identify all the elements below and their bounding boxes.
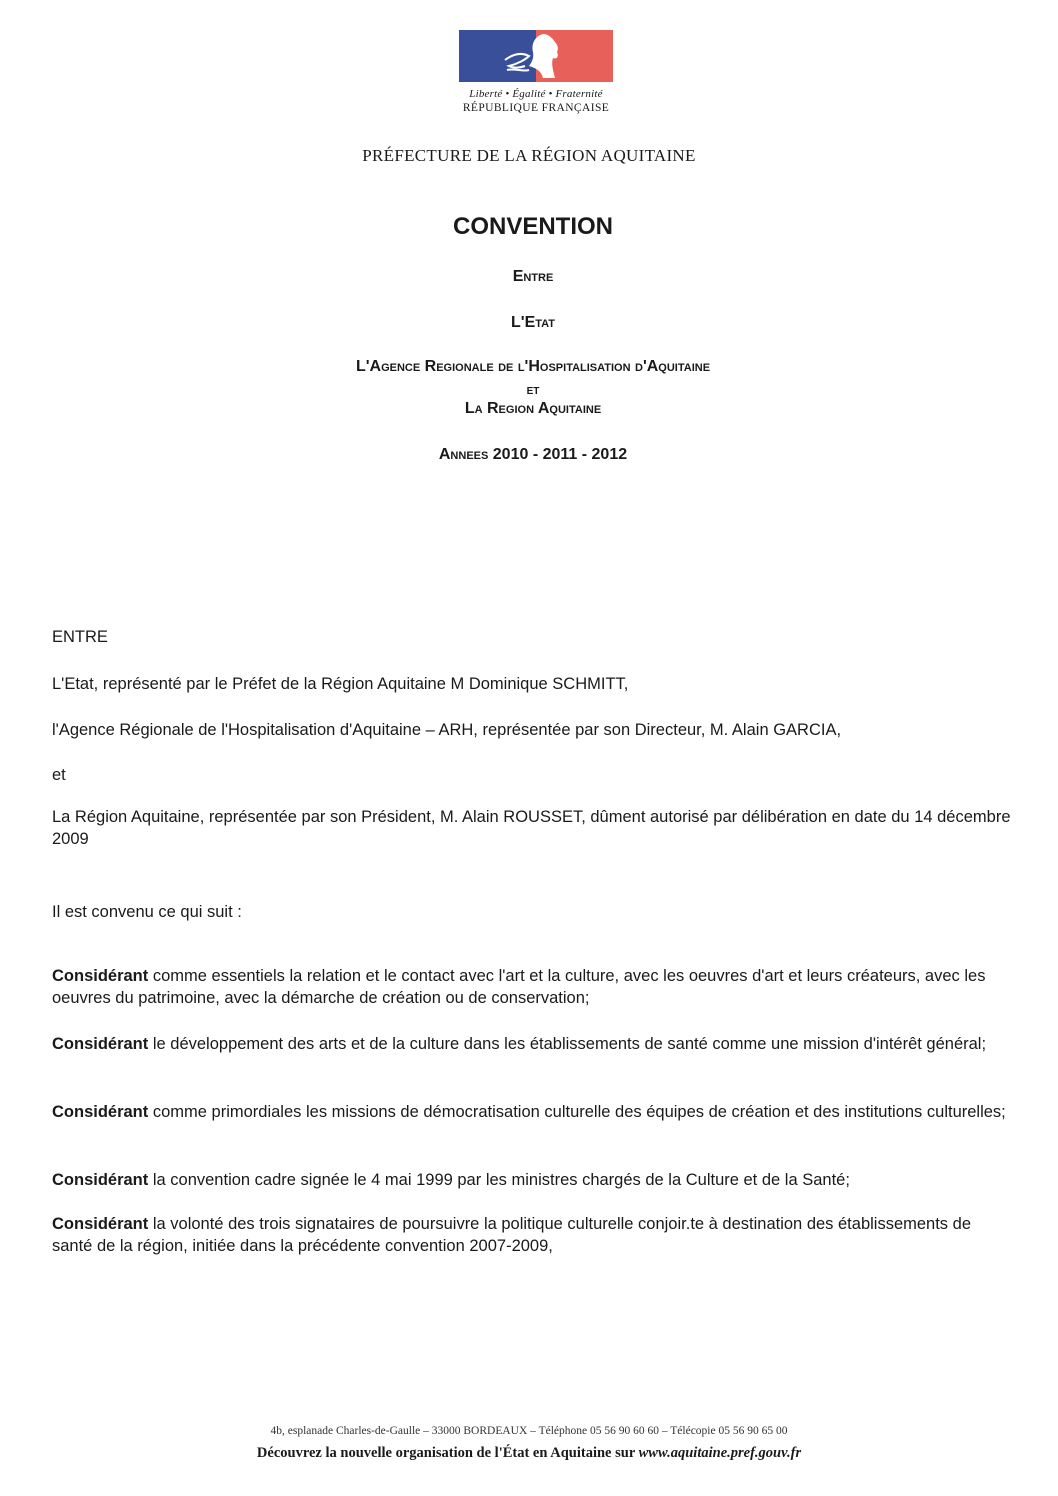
title-et: et [526,381,540,397]
title-between: Entre [512,268,554,285]
footer-address: 4b, esplanade Charles-de-Gaulle – 33000 BORDEAUX – Téléphone 05 56 90 60 60 – Télécopie 05 56 90 65 00 [270,1425,788,1437]
title-region: La Region Aquitaine [464,400,602,417]
considerant-paragraph [52,965,1012,1009]
considerant-text: comme essentiels la relation et le contact avec l'art et la culture, avec les oeuvres d'art et leurs créateurs, avec les oeuvres du patrimoine, avec la démarche de création ou de conservation; [52,967,986,1007]
party-region: La Région Aquitaine, représentée par son Président, M. Alain ROUSSET, dûment autorisé par délibération en date du 14 décembre 2009 [52,808,1011,848]
considerant-paragraph [52,1213,1012,1257]
title-years: Annees 2010 - 2011 - 2012 [438,446,628,463]
considerant-label: Considérant [52,1103,149,1121]
title-agence: L'Agence Regionale de l'Hospitalisation d'Aquitaine [355,358,711,375]
entre-label: ENTRE [52,628,108,646]
considerant-paragraph [52,1101,1012,1123]
party-etat: L'Etat, représenté par le Préfet de la Région Aquitaine M Dominique SCHMITT, [52,675,629,693]
party-et: et [52,766,66,784]
document-title: CONVENTION [452,213,613,240]
footer-discover [0,1445,1058,1462]
republic-name: RÉPUBLIQUE FRANÇAISE [462,102,610,114]
party-arh: l'Agence Régionale de l'Hospitalisation d'Aquitaine – ARH, représentée par son Directeur, M. Alain GARCIA, [52,721,842,739]
considerant-text: le développement des arts et de la culture dans les établissements de santé comme une mission d'intérêt général; [148,1035,987,1053]
republic-motto: Liberté • Égalité • Fraternité [469,88,603,100]
considerant-text: la volonté des trois signataires de poursuivre la politique culturelle conjoir.te à destination des établissements de santé de la région, initiée dans la précédente convention 2007-2009, [52,1215,971,1255]
prefecture-heading: PRÉFECTURE DE LA RÉGION AQUITAINE [362,146,696,165]
footer-discover-text: Découvrez la nouvelle organisation de l'État en Aquitaine sur [256,1445,639,1461]
footer-url-link[interactable]: www.aquitaine.pref.gouv.fr [638,1445,802,1461]
considerant-label: Considérant [52,1171,149,1189]
republique-logo [456,30,616,114]
convenu-text: Il est convenu ce qui suit : [52,903,242,921]
considerant-label: Considérant [52,1215,149,1233]
considerant-paragraph [52,1169,1012,1191]
considerant-paragraph [52,1033,1012,1055]
considerant-text: comme primordiales les missions de démocratisation culturelle des équipes de création et des institutions culturelles; [148,1103,1006,1121]
marianne-flag-icon [459,30,613,82]
marianne-profile-icon [499,30,573,82]
considerant-label: Considérant [52,967,149,985]
considerant-label: Considérant [52,1035,149,1053]
title-etat: L'Etat [511,314,555,331]
considerant-text: la convention cadre signée le 4 mai 1999 par les ministres chargés de la Culture et de la Santé; [148,1171,850,1189]
